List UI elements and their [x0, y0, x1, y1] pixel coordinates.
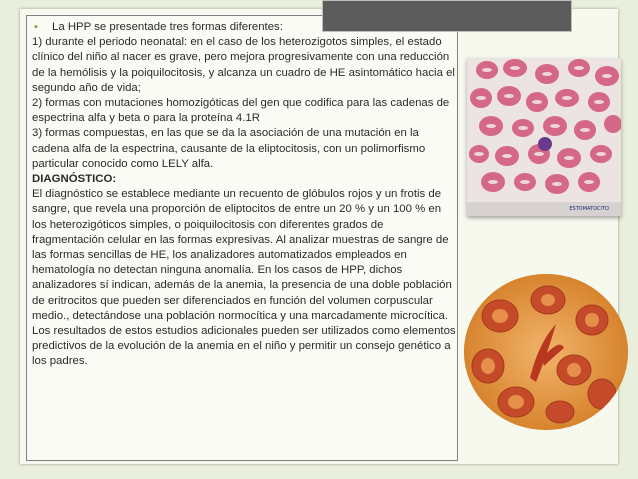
bullet-item: [32, 20, 458, 35]
paragraph-homozygous: 2) formas con mutaciones homozigóticas del gen que codifica para las cadenas de espectrina alfa y beta o para la proteína 4.1R: [32, 97, 450, 125]
stomatocyte-image: [467, 58, 621, 216]
blood-smear-image: [467, 58, 621, 202]
bullet-square-icon: ▪: [34, 21, 38, 33]
image-caption: ESTOMATOCITO: [467, 202, 621, 216]
bullet-text: La HPP se presentade tres formas diferentes:: [52, 21, 283, 33]
diagnosis-paragraph: El diagnóstico se establece mediante un recuento de glóbulos rojos y un frotis de sangre, que revela una proporción de eliptocitos de entre un 20 % y un 100 % en los heterozigóticos simples, o poiquilocitosis con diferentes grados de fragmentación celular en las formas expresivas. Al analizar muestras de sangre de las formas sencillas de HE, los analizadores automatizados empleados en hematología no detectan ninguna anomalía. En los casos de HPP, dichos analizadores sí indican, además de la anemia, la presencia de una doble población de eritrocitos que pueden ser diferenciados en función del volumen corpuscular medio., detectándose una población normocítica y una marcadamente microcítica. Los resultados de estos estudios adicionales pueden ser utilizados como elementos predictivos de la evolución de la anemia en el niño y permitir un consejo genético a los padres.: [32, 188, 456, 368]
diagnosis-heading: DIAGNÓSTICO:: [32, 173, 117, 186]
paragraph-compound: 3) formas compuestas, en las que se da la asociación de una mutación en la cadena alfa de la espectrina, causante de la eliptocitosis, con un polimorfismo particular conocido como LELY alfa.: [32, 127, 426, 170]
round-smear-image: [464, 274, 628, 430]
paragraph-neonatal: 1) durante el periodo neonatal: en el caso de los heterozigotos simples, el estado clínico del niño al nacer es grave, pero mejora progresivamente con una reducción de la hemólisis y la poiquilocitosis, y alcanza un cuadro de HE asintomático hacia el segundo año de vida;: [32, 36, 455, 94]
slide-text: [32, 20, 458, 370]
elliptocyte-image: [464, 274, 628, 430]
